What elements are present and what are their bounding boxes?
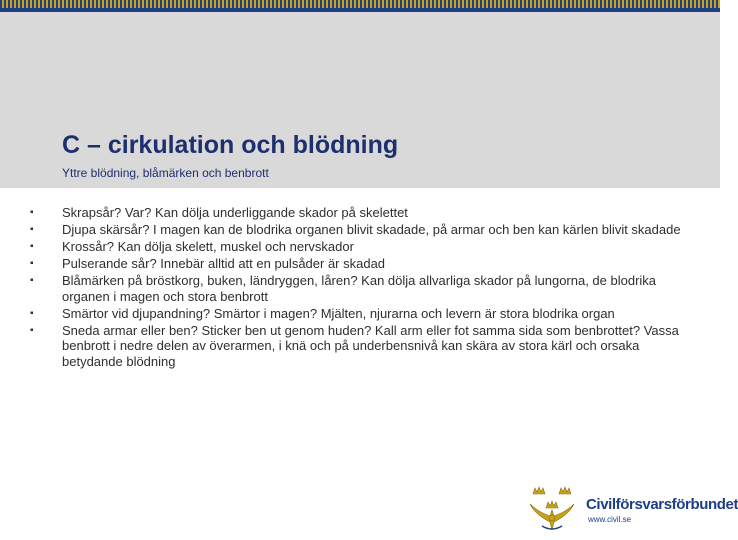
slide-subtitle: Yttre blödning, blåmärken och benbrott (62, 166, 269, 180)
organization-url: www.civil.se (588, 515, 632, 524)
organization-logo (524, 482, 738, 534)
header-band (0, 12, 720, 188)
bullet-text: Krossår? Kan dölja skelett, muskel och nervskador (62, 239, 354, 254)
bullet-item (12, 273, 702, 304)
slide-title: C – cirkulation och blödning (62, 131, 399, 159)
bullet-text: Sneda armar eller ben? Sticker ben ut genom huden? Kall arm eller fot samma sida som benbrottet? Vassa benbrott i nedre delen av överarmen, i knä och på underbensnivå kan skära av stora kärl och orsaka betydande blödning (62, 322, 679, 369)
bullet-text: Smärtor vid djupandning? Smärtor i magen? Mjälten, njurarna och levern är stora blodrika organ (62, 305, 615, 321)
bullet-list (12, 205, 702, 371)
bullet-marker: ▪ (30, 275, 34, 286)
bullet-marker: ▪ (30, 207, 34, 218)
bullet-item (12, 256, 702, 272)
bullet-marker: ▪ (30, 307, 34, 319)
bullet-item (12, 239, 702, 255)
crown-propeller-emblem-icon (524, 482, 580, 534)
bullet-item (12, 306, 702, 322)
organization-name: Civilförsvarsförbundet (586, 496, 738, 513)
bullet-marker: ▪ (30, 324, 34, 336)
bullet-text: Skrapsår? Var? Kan dölja underliggande skador på skelettet (62, 205, 408, 220)
top-decorative-stripe (0, 0, 720, 12)
bullet-item (12, 222, 702, 238)
bullet-text: Pulserande sår? Innebär alltid att en pulsåder är skadad (62, 256, 386, 271)
bullet-text: Djupa skärsår? I magen kan de blodrika organen blivit skadade, på armar och ben kan kärlen blivit skadade (62, 222, 681, 237)
bullet-marker: ▪ (30, 241, 34, 252)
bullet-item (12, 205, 702, 221)
bullet-text: Blåmärken på bröstkorg, buken, ländryggen, låren? Kan dölja allvarliga skador på lungorna, de blodrika organen i magen och stora benbrott (62, 273, 657, 304)
bullet-marker: ▪ (30, 224, 34, 235)
bullet-item (12, 323, 702, 370)
bullet-marker: ▪ (30, 258, 34, 269)
